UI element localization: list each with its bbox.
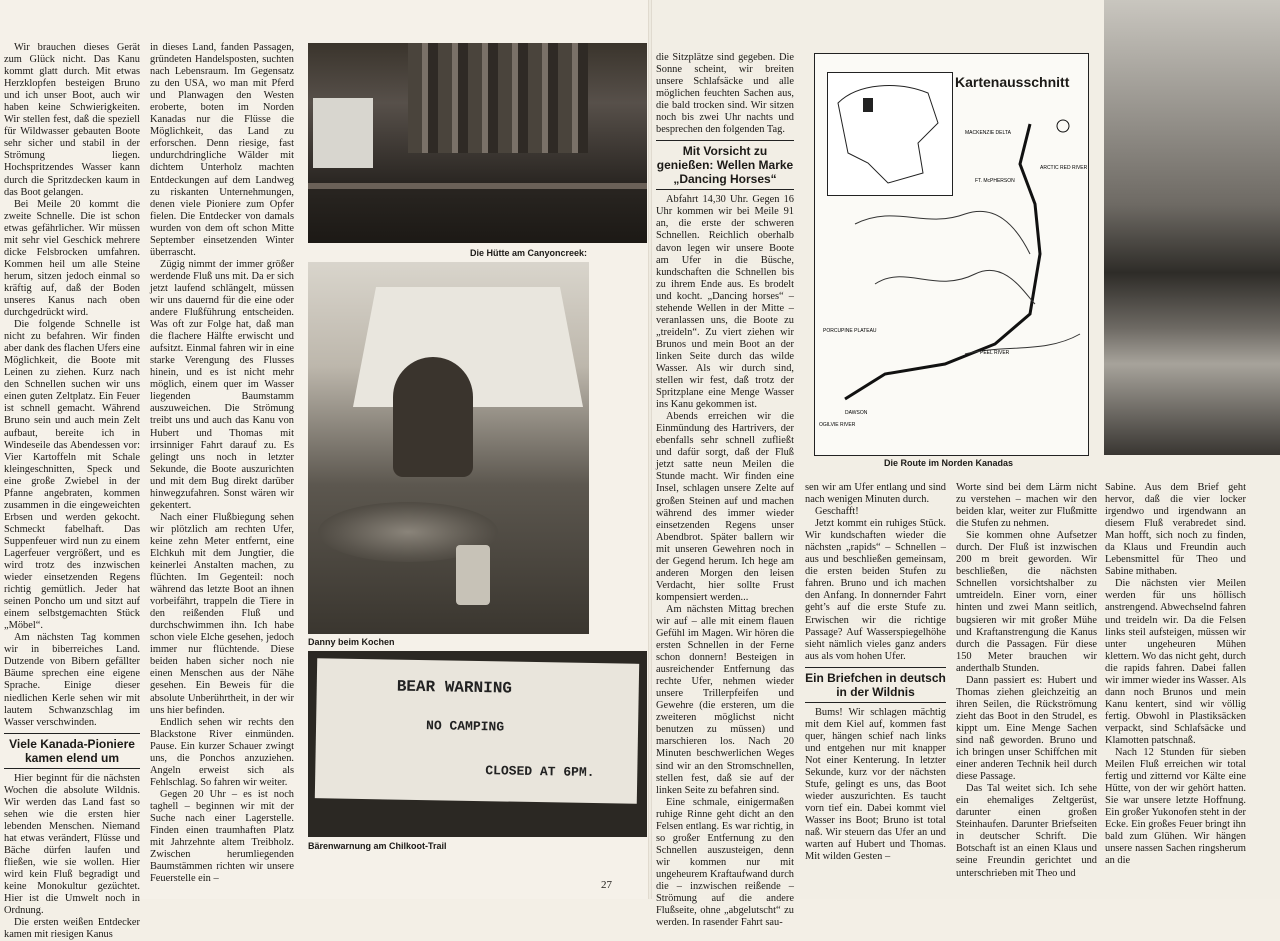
col2-paragraph: Gegen 20 Uhr – es ist noch taghell – beginnen wir mit der Suche nach einer Lagerstelle. Finden einen traumhaften Platz mit Jahrzehnte altem Treibholz. Zwischen herumliegenden Baumstämmen richten wir unsere Feuerstelle ein – — [150, 788, 294, 885]
col1-paragraph: Die ersten weißen Entdecker kamen mit riesigen Kanus — [4, 917, 140, 941]
col2-paragraph: Endlich sehen wir rechts den Blackstone River einmünden. Pause. Ein kurzer Schauer zwingt uns, die Ponchos anzuziehen. Angeln erweist sich als Fehlschlag. So fahren wir weiter. — [150, 716, 294, 788]
page-gutter — [648, 0, 652, 899]
col4-paragraph: Geschafft! — [815, 506, 859, 518]
map-label-porcupine: PORCUPINE PLATEAU — [823, 328, 877, 334]
sign-title: BEAR WARNING — [396, 677, 513, 698]
col4-paragraph: Bums! Wir schlagen mächtig mit dem Kiel auf, kommen fast quer, hängen schief nach links und entgehen nur mit knapper Not einer Kenterung. In letzter Sekunde, kurz vor der nächsten Stufe, gelingt es uns, das Boot wieder auszurichten. Es taucht vorn tief ein. Dabei kommt viel Wasser ins Boot; Bruno ist total naß. Wir steuern das Ufer an und warten auf Hubert und Thomas. Mit wilden Gesten – — [805, 706, 946, 863]
col5-paragraph: Das Tal weitet sich. Ich sehe ein ehemaliges Zeltgerüst, darunter einen großen Steinhaufen. Darunter Briefseiten in deutscher Schrift. Die Botschaft ist an einen Klaus und seine Freundin gerichtet und unterschrieben mit Theo und — [956, 783, 1097, 879]
col3-paragraph: Abfahrt 14,30 Uhr. Gegen 16 Uhr kommen wir bei Meile 91 an, die erste der schweren Schnellen. Reichlich oberhalb davon legen wir unsere Boote am Ufer in die Büsche, kundschaften die Schnellen bis zu ihrem Ende aus. Es brodelt und kocht. „Dancing horses“ – stehende Wellen in der Mitte – veranlassen uns, die Boote zu „treideln“. Zu viert ziehen wir Brunos und mein Boot an der linken Seite durch das wilde Wasser. Als wir durch sind, stellen wir fest, daß trotz der Spritzplane eine Menge Wasser ins Kanu gekommen ist. — [656, 194, 794, 411]
cooking-person — [393, 357, 473, 477]
col2-paragraph: in dieses Land, fanden Passagen, gründeten Handelsposten, suchten nach Lebensraum. Im Gegensatz zu den USA, wo man mit Pferd und Planwagen den Westen eroberte, boten im Norden Kanadas nur die Flüsse die Möglichkeit, das Land zu erforschen. Denn riesige, fast undurchdringliche Wälder mit dichtem Unterholz machten Entdeckungen auf dem Landweg zu riskanten Unternehmungen, denen viele Pioniere zum Opfer fielen. Die Entdecker von damals wurden von dem oft schon Mitte September einsetzenden Winter überrascht. — [150, 42, 294, 258]
col4-paragraph: sen wir am Ufer entlang und sind nach wenigen Minuten durch. — [805, 482, 946, 506]
sign-closed: CLOSED AT 6PM. — [485, 763, 595, 781]
column-6 — [1105, 482, 1246, 872]
col5-paragraph: Dann passiert es: Hubert und Thomas ziehen gleichzeitig an ihren Seilen, die Rückströmung zieht das Boot in den Strudel, es kippt um. Eine Menge Sachen sind naß geworden. Bruno und ich bringen unser Schiffchen mit einer anderen Technik heil durch diese Passage. — [956, 674, 1097, 783]
map-label-peel: PEEL RIVER — [980, 350, 1010, 356]
bear-sign-caption: Bärenwarnung am Chilkoot-Trail — [308, 841, 447, 851]
col2-paragraph: Zügig nimmt der immer größer werdende Fluß uns mit. Da er sich jetzt laufend schlängelt, müssen wir uns dauernd für die eine oder andere Flußführung entscheiden. Was oft zur Folge hat, daß man die flachere Hälfte erwischt und aufsitzt. Einmal fahren wir in eine starke Verengung des Flusses hinein, und es ist nicht mehr möglich, einem quer im Wasser liegenden Baumstamm auszuweichen. Die Strömung treibt uns und auch das Kanu von Hubert und Thomas mit irrsinniger Fahrt darauf zu. Es gelingt uns noch in letzter Sekunde, die Boote auszurichten und mit dem Bug direkt darüber hinwegzufahren. Sonst wären wir gekentert. — [150, 258, 294, 511]
cabin-photo — [308, 43, 647, 243]
landscape-photo — [1104, 0, 1280, 455]
col4-paragraph: Jetzt kommt ein ruhiges Stück. Wir kundschaften wieder die nächsten „rapids“ – Schnellen – aus und beschließen gemeinsam, die ersten beiden Stufen zu fahren. Bruno und ich machen den Anfang. In donnernder Fahrt geht’s auf die erste Stufe zu. Erwischen wir die richtige Passage? Auf Wasserspiegelhöhe sieht nämlich vieles ganz anders aus als vom hohen Ufer. — [805, 518, 946, 662]
route-map — [814, 53, 1089, 456]
col1-subheading: Viele Kanada-Pioniere kamen elend um — [4, 733, 140, 769]
column-5 — [956, 482, 1097, 879]
hanging-clothes — [408, 43, 588, 153]
log-stump — [456, 545, 490, 605]
col6-paragraph: Nach 12 Stunden für sieben Meilen Fluß erreichen wir total fertig und zitternd vor Kälte eine Hütte, von der wir gehört hatten. Sie war unsere letzte Hoffnung. Ein großer Yukonofen steht in der Ecke. Ein großes Feuer bringt ihn bald zum Glühen. Wir hängen unsere nassen Sachen ringsherum an die — [1105, 747, 1246, 867]
column-1 — [4, 42, 140, 941]
col2-paragraph: Nach einer Flußbiegung sehen wir plötzlich am rechten Ufer, keine zehn Meter entfernt, eine Elchkuh mit dem Jungtier, die keinerlei Anstalten machen, zu flüchten. Im Gegenteil: noch während das letzte Boot an ihnen vorbeifährt, trappeln die Tiere in den reißenden Fluß und durchschwimmen ihn. Ich habe schon viele Elche gesehen, jedoch immer nur flüchtende. Diese beiden haben sicher noch nie einen Menschen aus der Nähe gesehen. Ein Beweis für die absolute Unberührtheit, in der wir uns hier befinden. — [150, 511, 294, 716]
col1-paragraph: Bei Meile 20 kommt die zweite Schnelle. Die ist schon etwas gefährlicher. Wir müssen mit sehr viel Geschick mehrere dicke Felsbrocken umfahren. Kommen heil um alle Steine herum, sitzen jedoch einmal so kräftig auf, daß der Boden unseres Kanus nach oben durchgedrückt wird. — [4, 198, 140, 319]
col1-paragraph: Wir brauchen dieses Gerät zum Glück nicht. Das Kanu kommt glatt durch. Mit etwas Herzklopfen besteigen Bruno und ich unser Boot, auch wir haben keine Schwierigkeiten. Wir stellen fest, daß die speziell für Wildwasser gebauten Boote sehr sicher und stabil in der Strömung liegen. Hochspritzendes Wasser kann durch die Spritzdecken kaum in das Boot gelangen. — [4, 42, 140, 198]
map-label-dawson: DAWSON — [845, 410, 868, 416]
bear-sign-photo — [308, 651, 647, 837]
col3-paragraph: Am nächsten Mittag brechen wir auf – alle mit einem flauen Gefühl im Magen. Wir hören die ersten Schnellen in der Ferne schon donnern! Besteigen in ausreichender Entfernung das rechte Ufer, nehmen wieder unsere Trillerpfeifen und Gewehre (die ersteren, um die zweiteren möglichst nicht benutzen zu müssen) und marschieren los. Nach 20 Minuten beschwerlichen Weges sind wir an den Stromschnellen, stellen fest, daß sie auf der linken Seite zu befahren sind. — [656, 603, 794, 796]
map-label-delta: MACKENZIE DELTA — [965, 130, 1011, 136]
col5-paragraph: Sie kommen ohne Aufsetzer durch. Der Fluß ist inzwischen 200 m breit geworden. Wir beschließen, die nächsten Schnellen vorsichtshalber zu umtreideln. Einer vorn, einer hinten und zwei Mann seitlich, bugsieren wir mit großer Mühe und Kraftanstrengung die Kanus durch die Passagen. Für diese 150 Meter brauchen wir anderthalb Stunden. — [956, 530, 1097, 674]
col3-paragraph: Eine schmale, einigermaßen ruhige Rinne geht dicht an den Felsen entlang. Es war richtig, in so großer Entfernung zu den Schnellen auszusteigen, denn wir kommen nur mit ungeheurem Kraftaufwand durch die – inzwischen reißende – Strömung auf die andere Flußseite, ohne „abgelutscht“ zu werden. In rasender Fahrt sau- — [656, 796, 794, 929]
col1-paragraph: Am nächsten Tag kommen wir in biberreiches Land. Dutzende von Bibern gefällter Bäume sprechen eine eigene Sprache. Einige dieser niedlichen Kerle sehen wir mit lautem Schwanzschlag im Wasser verschwinden. — [4, 632, 140, 728]
map-label-ogilvie: OGILVIE RIVER — [819, 422, 856, 428]
cabin-shelf — [308, 183, 647, 189]
col1-paragraph: Hier beginnt für die nächsten Wochen die absolute Wildnis. Wir werden das Land fast so sehen wie die ersten hier lebenden Menschen. Niemand hat etwas verändert, Flüsse und Bäche dürfen laufen und fließen, wie sie wollen. Hier wird kein Fluß begradigt und keine Monokultur gezüchtet. Hier ist die Umwelt noch in Ordnung. — [4, 772, 140, 917]
route-map-svg — [815, 54, 1088, 455]
bear-warning-board — [315, 658, 639, 804]
cabin-caption: Die Hütte am Canyoncreek: — [470, 248, 588, 258]
column-4 — [805, 482, 946, 872]
col6-paragraph: Die nächsten vier Meilen werden für uns höllisch anstrengend. Abwechselnd fahren und treideln wir. Da die Felsen links steil aufsteigen, müssen wir unter ungeheuren Mühen klettern. Wo das nicht geht, durch die rapids fahren. Dabei fallen wir immer wieder ins Wasser. Als dann noch Brunos und mein Kanu kentert, sind wir völlig fertig. Obwohl in Plastiksäcken verpackt, sind Schlafsäcke und Klamotten patschnaß. — [1105, 578, 1246, 746]
camp-photo — [308, 262, 589, 634]
sign-no-camping: NO CAMPING — [425, 718, 505, 735]
map-caption: Die Route im Norden Kanadas — [884, 458, 1014, 468]
col3-subheading: Mit Vorsicht zu genießen: Wellen Marke „Dancing Horses“ — [656, 140, 794, 190]
map-label-arctic-red: ARCTIC RED RIVER — [1040, 165, 1088, 171]
col3-paragraph: die Sitzplätze sind gegeben. Die Sonne scheint, wir breiten unsere Schlafsäcke und alle möglichen feuchten Sachen aus, die bald trocken sind. Wir sitzen noch bis zwei Uhr nachts und besprechen den folgenden Tag. — [656, 52, 794, 136]
cabin-window — [313, 98, 373, 168]
map-label-mcpherson: FT. McPHERSON — [975, 178, 1015, 184]
page-number: 27 — [601, 879, 612, 891]
col5-paragraph: Worte sind bei dem Lärm nicht zu verstehen – machen wir den beiden klar, weiter zur Flußmitte die Stufen zu nehmen. — [956, 482, 1097, 530]
col3-paragraph: Abends erreichen wir die Einmündung des Hartrivers, der ebenfalls sehr schnell zufließt und dafür sorgt, daß der Fluß jetzt satte neun Meilen die Stunde macht. Wir finden eine Insel, schlagen unsere Zelte auf großen Steinen auf und machen während des immer wieder einsetzenden Regens unser Abendbrot. Später ballern wir mit unseren Gewehren noch in der Gegend herum. Ich hege am anderen Morgen den leisen Verdacht, hier sollte Frust kompensiert werden... — [656, 411, 794, 603]
col6-paragraph: Sabine. Aus dem Brief geht hervor, daß die vier locker irgendwo und irgendwann an diesem Fluß verabredet sind. Man hofft, sich noch zu finden, da Klaus und Freundin auch Lebensmittel für Theo und Sabine mithaben. — [1105, 482, 1246, 578]
column-3 — [656, 52, 794, 929]
column-2 — [150, 42, 294, 885]
col1-paragraph: Die folgende Schnelle ist nicht zu befahren. Wir finden aber dank des flachen Ufers eine Möglichkeit, die Boote mit Leinen zu ziehen. Kurz nach den Schnellen suchen wir uns einen guten Zeltplatz. Ein Feuer ist schnell gemacht. Während Bruno sein und auch mein Zelt aufbaut, bereite ich in Windeseile das Abendessen vor: Vier Kartoffeln mit Schale kleingeschnitten, Speck und eine große Zwiebel in der Pfanne angebraten, kommen zusammen in die eingeweichten Erbsen und werden gekocht. Schmeckt fabelhaft. Das Suppenfeuer wird nun zu einem Lagerfeuer vergrößert, und es wird trotz des inzwischen wieder einsetzenden Regens richtig gemütlich. Jeder hat seinen Poncho um und sitzt auf einem selbstgemachten Stück „Möbel“. — [4, 319, 140, 632]
camp-caption: Danny beim Kochen — [308, 637, 395, 647]
map-title: Kartenausschnitt — [955, 74, 1070, 90]
col4-subheading: Ein Briefchen in deutsch in der Wildnis — [805, 667, 946, 703]
